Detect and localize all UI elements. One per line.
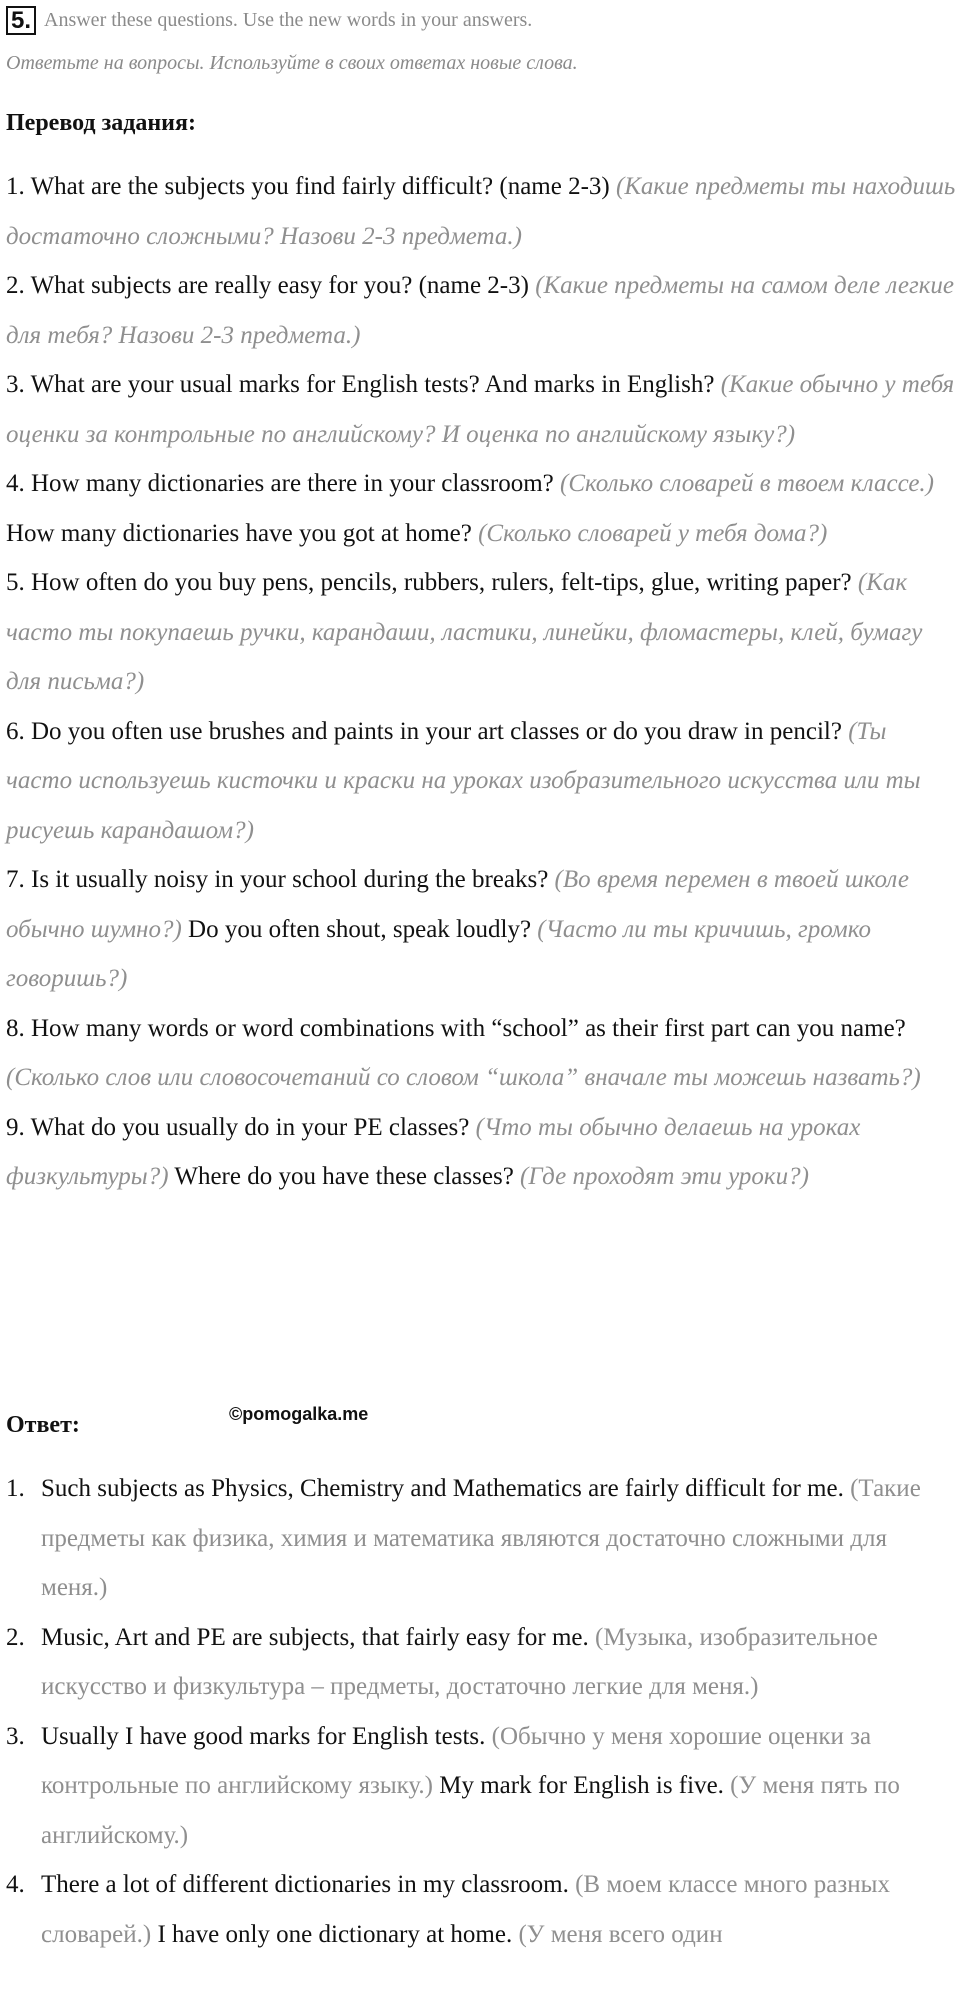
answer-item: 3. Usually I have good marks for English tests. (Обычно у меня хорошие оценки за контрольные по английскому языку.) My mark for English is five. (У меня пять по английскому.) — [6, 1722, 900, 1849]
task-instruction-en: Answer these questions. Use the new words in your answers. — [44, 9, 533, 31]
question-item: 5. How often do you buy pens, pencils, rubbers, rulers, felt-tips, glue, writing paper? (Как часто ты покупаешь ручки, карандаши, ластики, линейки, фломастеры, клей, бумагу для письма?) — [6, 569, 923, 695]
answer-heading: Ответ: — [6, 1412, 80, 1438]
question-item: 7. Is it usually noisy in your school during the breaks? (Во время перемен в твоей школе обычно шумно?) Do you often shout, speak loudly? (Часто ли ты кричишь, громко говоришь?) — [6, 866, 909, 992]
translation-heading: Перевод задания: — [6, 110, 196, 136]
answer-item: 2. Music, Art and PE are subjects, that fairly easy for me. (Музыка, изобразительное искусство и физкультура – предметы, достаточно легкие для меня.) — [6, 1623, 878, 1700]
question-item: 3. What are your usual marks for English tests? And marks in English? (Какие обычно у тебя оценки за контрольные по английскому? И оценка по английскому языку?) — [6, 371, 955, 448]
question-item: 9. What do you usually do in your PE classes? (Что ты обычно делаешь на уроках физкультуры?) Where do you have these classes? (Где проходят эти уроки?) — [6, 1113, 861, 1190]
task-number-box: 5. — [6, 6, 36, 35]
task-instruction-ru: Ответьте на вопросы. Используйте в своих ответах новые слова. — [6, 52, 578, 74]
question-item: 4. How many dictionaries are there in your classroom? (Сколько словарей в твоем классе.) How many dictionaries have you got at home? (Сколько словарей у тебя дома?) — [6, 470, 935, 547]
answer-item: 4. There a lot of different dictionaries in my classroom. (В моем классе много разных словарей.) I have only one dictionary at home. (У меня всего один — [6, 1871, 890, 1948]
question-item: 8. How many words or word combinations with “school” as their first part can you name? (Сколько слов или словосочетаний со словом “школа” вначале ты можешь назвать?) — [6, 1014, 921, 1091]
answers-list — [6, 1464, 958, 1959]
question-item: 1. What are the subjects you find fairly difficult? (name 2-3) (Какие предметы ты находишь достаточно сложными? Назови 2-3 предмета.) — [6, 173, 956, 250]
task-header — [6, 6, 532, 35]
question-item: 6. Do you often use brushes and paints in your art classes or do you draw in pencil? (Ты часто используешь кисточки и краски на уроках изобразительного искусства или ты рисуешь карандашом?) — [6, 717, 921, 844]
watermark: ©pomogalka.me — [229, 1404, 369, 1424]
questions-list — [6, 162, 958, 1202]
answer-item: 1. Such subjects as Physics, Chemistry and Mathematics are fairly difficult for me. (Такие предметы как физика, химия и математика являются достаточно сложными для меня.) — [6, 1475, 921, 1601]
question-item: 2. What subjects are really easy for you? (name 2-3) (Какие предметы на самом деле легкие для тебя? Назови 2-3 предмета.) — [6, 272, 955, 349]
